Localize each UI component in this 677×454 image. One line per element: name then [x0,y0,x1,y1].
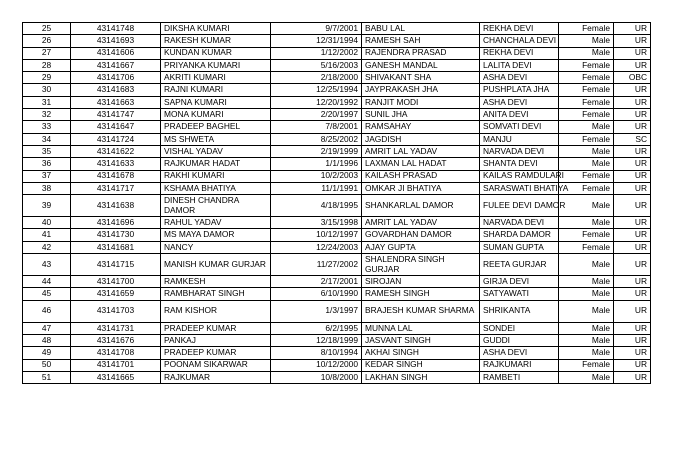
table-row [23,23,651,35]
cell-date-of-birth: 2/17/2001 [271,276,362,288]
cell-category: UR [614,217,651,229]
cell-candidate-name: NANCY [161,241,271,253]
cell-roll-number: 43141663 [71,96,161,108]
cell-serial-number: 48 [23,334,71,346]
cell-father-name: JASVANT SINGH [362,334,480,346]
cell-roll-number: 43141730 [71,229,161,241]
table-row [23,158,651,170]
table-row [23,276,651,288]
table-row [23,47,651,59]
cell-candidate-name: RAJKUMAR [161,371,271,383]
cell-date-of-birth: 12/24/2003 [271,241,362,253]
cell-gender: Female [559,170,614,182]
cell-serial-number: 46 [23,300,71,322]
table-row [23,288,651,300]
cell-date-of-birth: 6/2/1995 [271,322,362,334]
cell-roll-number: 43141665 [71,371,161,383]
cell-candidate-name: DIKSHA KUMARI [161,23,271,35]
cell-date-of-birth: 10/12/1997 [271,229,362,241]
cell-roll-number: 43141708 [71,347,161,359]
cell-serial-number: 33 [23,121,71,133]
table-row [23,254,651,276]
cell-father-name: BABU LAL [362,23,480,35]
cell-category: UR [614,145,651,157]
cell-gender: Male [559,145,614,157]
table-row [23,217,651,229]
table-row [23,241,651,253]
cell-category: SC [614,133,651,145]
cell-father-name: BRAJESH KUMAR SHARMA [362,300,480,322]
cell-serial-number: 49 [23,347,71,359]
cell-candidate-name: DINESH CHANDRA DAMOR [161,195,271,217]
cell-date-of-birth: 10/8/2000 [271,371,362,383]
table-row [23,109,651,121]
cell-candidate-name: RAMKESH [161,276,271,288]
cell-category: UR [614,322,651,334]
cell-category: UR [614,241,651,253]
cell-mother-name: ASHA DEVI [480,347,559,359]
cell-father-name: GOVARDHAN DAMOR [362,229,480,241]
cell-serial-number: 31 [23,96,71,108]
cell-mother-name: MANJU [480,133,559,145]
cell-father-name: RAMESH SINGH [362,288,480,300]
cell-candidate-name: PRADEEP KUMAR [161,347,271,359]
cell-serial-number: 41 [23,229,71,241]
cell-serial-number: 29 [23,72,71,84]
candidate-table-body [23,23,651,384]
cell-serial-number: 35 [23,145,71,157]
cell-category: UR [614,121,651,133]
cell-roll-number: 43141633 [71,158,161,170]
cell-roll-number: 43141606 [71,47,161,59]
cell-father-name: JAGDISH [362,133,480,145]
cell-candidate-name: MS MAYA DAMOR [161,229,271,241]
cell-gender: Male [559,254,614,276]
cell-candidate-name: KUNDAN KUMAR [161,47,271,59]
cell-father-name: RAJENDRA PRASAD [362,47,480,59]
cell-father-name: SHIVAKANT SHA [362,72,480,84]
cell-date-of-birth: 10/2/2003 [271,170,362,182]
cell-father-name: SIROJAN [362,276,480,288]
cell-gender: Male [559,322,614,334]
cell-roll-number: 43141700 [71,276,161,288]
cell-category: UR [614,84,651,96]
cell-candidate-name: PRADEEP BAGHEL [161,121,271,133]
table-row [23,84,651,96]
cell-roll-number: 43141717 [71,182,161,194]
cell-date-of-birth: 1/12/2002 [271,47,362,59]
cell-gender: Male [559,334,614,346]
table-row [23,96,651,108]
table-row [23,371,651,383]
cell-gender: Male [559,300,614,322]
cell-candidate-name: VISHAL YADAV [161,145,271,157]
cell-father-name: SUNIL JHA [362,109,480,121]
table-row [23,133,651,145]
cell-date-of-birth: 6/10/1990 [271,288,362,300]
table-row [23,359,651,371]
cell-mother-name: REKHA DEVI [480,47,559,59]
cell-serial-number: 27 [23,47,71,59]
cell-father-name: AJAY GUPTA [362,241,480,253]
cell-roll-number: 43141647 [71,121,161,133]
cell-gender: Male [559,371,614,383]
cell-father-name: OMKAR JI BHATIYA [362,182,480,194]
table-row [23,195,651,217]
cell-serial-number: 38 [23,182,71,194]
cell-mother-name: SARASWATI BHATIYA [480,182,559,194]
cell-date-of-birth: 12/18/1999 [271,334,362,346]
cell-serial-number: 30 [23,84,71,96]
cell-roll-number: 43141747 [71,109,161,121]
cell-roll-number: 43141638 [71,195,161,217]
cell-date-of-birth: 3/15/1998 [271,217,362,229]
cell-mother-name: ASHA DEVI [480,96,559,108]
cell-gender: Male [559,121,614,133]
cell-serial-number: 45 [23,288,71,300]
cell-category: UR [614,170,651,182]
cell-category: UR [614,371,651,383]
cell-father-name: JAYPRAKASH JHA [362,84,480,96]
cell-gender: Female [559,109,614,121]
cell-gender: Male [559,158,614,170]
table-row [23,322,651,334]
cell-father-name: KAILASH PRASAD [362,170,480,182]
cell-category: UR [614,35,651,47]
cell-category: UR [614,195,651,217]
cell-candidate-name: POONAM SIKARWAR [161,359,271,371]
cell-date-of-birth: 5/16/2003 [271,59,362,71]
cell-gender: Female [559,133,614,145]
cell-mother-name: REETA GURJAR [480,254,559,276]
cell-gender: Male [559,276,614,288]
cell-category: UR [614,96,651,108]
cell-roll-number: 43141701 [71,359,161,371]
cell-father-name: AMRIT LAL YADAV [362,145,480,157]
table-row [23,145,651,157]
cell-candidate-name: RAKESH KUMAR [161,35,271,47]
cell-candidate-name: AKRITI KUMARI [161,72,271,84]
cell-date-of-birth: 4/18/1995 [271,195,362,217]
cell-roll-number: 43141676 [71,334,161,346]
cell-serial-number: 47 [23,322,71,334]
cell-candidate-name: SAPNA KUMARI [161,96,271,108]
cell-candidate-name: KSHAMA BHATIYA [161,182,271,194]
cell-serial-number: 25 [23,23,71,35]
cell-father-name: MUNNA LAL [362,322,480,334]
cell-roll-number: 43141681 [71,241,161,253]
cell-serial-number: 51 [23,371,71,383]
cell-serial-number: 44 [23,276,71,288]
cell-mother-name: GIRJA DEVI [480,276,559,288]
cell-category: UR [614,109,651,121]
cell-gender: Female [559,229,614,241]
table-row [23,300,651,322]
cell-roll-number: 43141683 [71,84,161,96]
cell-candidate-name: PANKAJ [161,334,271,346]
cell-candidate-name: MS SHWETA [161,133,271,145]
cell-category: UR [614,182,651,194]
cell-roll-number: 43141667 [71,59,161,71]
cell-category: UR [614,359,651,371]
cell-mother-name: KAILAS RAMDULARI [480,170,559,182]
cell-roll-number: 43141724 [71,133,161,145]
cell-candidate-name: RAM KISHOR [161,300,271,322]
cell-gender: Male [559,195,614,217]
cell-father-name: AMRIT LAL YADAV [362,217,480,229]
cell-date-of-birth: 2/19/1999 [271,145,362,157]
cell-mother-name: CHANCHALA DEVI [480,35,559,47]
cell-gender: Female [559,241,614,253]
cell-serial-number: 26 [23,35,71,47]
cell-date-of-birth: 2/20/1997 [271,109,362,121]
candidate-list-sheet [22,22,650,384]
cell-category: OBC [614,72,651,84]
cell-mother-name: SUMAN GUPTA [480,241,559,253]
cell-mother-name: RAMBETI [480,371,559,383]
cell-serial-number: 34 [23,133,71,145]
cell-serial-number: 50 [23,359,71,371]
cell-date-of-birth: 1/1/1996 [271,158,362,170]
cell-father-name: SHANKARLAL DAMOR [362,195,480,217]
cell-gender: Male [559,35,614,47]
cell-father-name: AKHAI SINGH [362,347,480,359]
cell-date-of-birth: 10/12/2000 [271,359,362,371]
cell-category: UR [614,347,651,359]
cell-candidate-name: RAJKUMAR HADAT [161,158,271,170]
table-row [23,334,651,346]
table-row [23,182,651,194]
table-row [23,35,651,47]
cell-father-name: LAKHAN SINGH [362,371,480,383]
cell-mother-name: FULEE DEVI DAMOR [480,195,559,217]
table-row [23,59,651,71]
cell-father-name: RAMESH SAH [362,35,480,47]
cell-mother-name: SOMVATI DEVI [480,121,559,133]
cell-category: UR [614,276,651,288]
cell-gender: Male [559,347,614,359]
cell-roll-number: 43141731 [71,322,161,334]
table-row [23,347,651,359]
cell-date-of-birth: 12/25/1994 [271,84,362,96]
cell-date-of-birth: 12/31/1994 [271,35,362,47]
cell-serial-number: 37 [23,170,71,182]
cell-category: UR [614,334,651,346]
cell-category: UR [614,288,651,300]
cell-category: UR [614,59,651,71]
cell-date-of-birth: 9/7/2001 [271,23,362,35]
table-row [23,72,651,84]
table-row [23,170,651,182]
cell-roll-number: 43141715 [71,254,161,276]
cell-category: UR [614,47,651,59]
cell-mother-name: SHANTA DEVI [480,158,559,170]
cell-date-of-birth: 11/1/1991 [271,182,362,194]
cell-category: UR [614,229,651,241]
cell-gender: Male [559,217,614,229]
cell-mother-name: LALITA DEVI [480,59,559,71]
cell-candidate-name: RAJNI KUMARI [161,84,271,96]
cell-father-name: SHALENDRA SINGH GURJAR [362,254,480,276]
cell-mother-name: SHARDA DAMOR [480,229,559,241]
cell-candidate-name: PRIYANKA KUMARI [161,59,271,71]
cell-serial-number: 39 [23,195,71,217]
cell-serial-number: 43 [23,254,71,276]
cell-gender: Female [559,359,614,371]
cell-gender: Female [559,84,614,96]
cell-mother-name: SATYAWATI [480,288,559,300]
cell-mother-name: ASHA DEVI [480,72,559,84]
cell-father-name: RAMSAHAY [362,121,480,133]
cell-roll-number: 43141622 [71,145,161,157]
cell-candidate-name: MONA KUMARI [161,109,271,121]
cell-roll-number: 43141696 [71,217,161,229]
cell-mother-name: PUSHPLATA JHA [480,84,559,96]
cell-mother-name: RAJKUMARI [480,359,559,371]
cell-mother-name: NARVADA DEVI [480,217,559,229]
cell-candidate-name: RAHUL YADAV [161,217,271,229]
cell-mother-name: GUDDI [480,334,559,346]
table-row [23,229,651,241]
cell-category: UR [614,158,651,170]
cell-roll-number: 43141748 [71,23,161,35]
cell-candidate-name: RAKHI KUMARI [161,170,271,182]
cell-gender: Female [559,59,614,71]
cell-date-of-birth: 8/10/1994 [271,347,362,359]
cell-serial-number: 42 [23,241,71,253]
cell-mother-name: SONDEI [480,322,559,334]
cell-candidate-name: RAMBHARAT SINGH [161,288,271,300]
cell-serial-number: 32 [23,109,71,121]
cell-date-of-birth: 7/8/2001 [271,121,362,133]
candidate-table [22,22,651,384]
cell-roll-number: 43141678 [71,170,161,182]
cell-mother-name: SHRIKANTA [480,300,559,322]
cell-father-name: KEDAR SINGH [362,359,480,371]
cell-gender: Female [559,96,614,108]
cell-serial-number: 28 [23,59,71,71]
cell-father-name: LAXMAN LAL HADAT [362,158,480,170]
cell-roll-number: 43141703 [71,300,161,322]
cell-date-of-birth: 12/20/1992 [271,96,362,108]
cell-roll-number: 43141706 [71,72,161,84]
cell-category: UR [614,300,651,322]
cell-date-of-birth: 11/27/2002 [271,254,362,276]
cell-father-name: GANESH MANDAL [362,59,480,71]
cell-category: UR [614,254,651,276]
cell-mother-name: ANITA DEVI [480,109,559,121]
cell-gender: Female [559,182,614,194]
cell-gender: Female [559,23,614,35]
cell-gender: Female [559,72,614,84]
cell-date-of-birth: 2/18/2000 [271,72,362,84]
cell-mother-name: REKHA DEVI [480,23,559,35]
cell-roll-number: 43141693 [71,35,161,47]
table-row [23,121,651,133]
cell-category: UR [614,23,651,35]
cell-date-of-birth: 1/3/1997 [271,300,362,322]
cell-date-of-birth: 8/25/2002 [271,133,362,145]
cell-candidate-name: PRADEEP KUMAR [161,322,271,334]
cell-serial-number: 40 [23,217,71,229]
cell-father-name: RANJIT MODI [362,96,480,108]
cell-roll-number: 43141659 [71,288,161,300]
cell-gender: Male [559,47,614,59]
cell-gender: Male [559,288,614,300]
cell-serial-number: 36 [23,158,71,170]
cell-mother-name: NARVADA DEVI [480,145,559,157]
cell-candidate-name: MANISH KUMAR GURJAR [161,254,271,276]
